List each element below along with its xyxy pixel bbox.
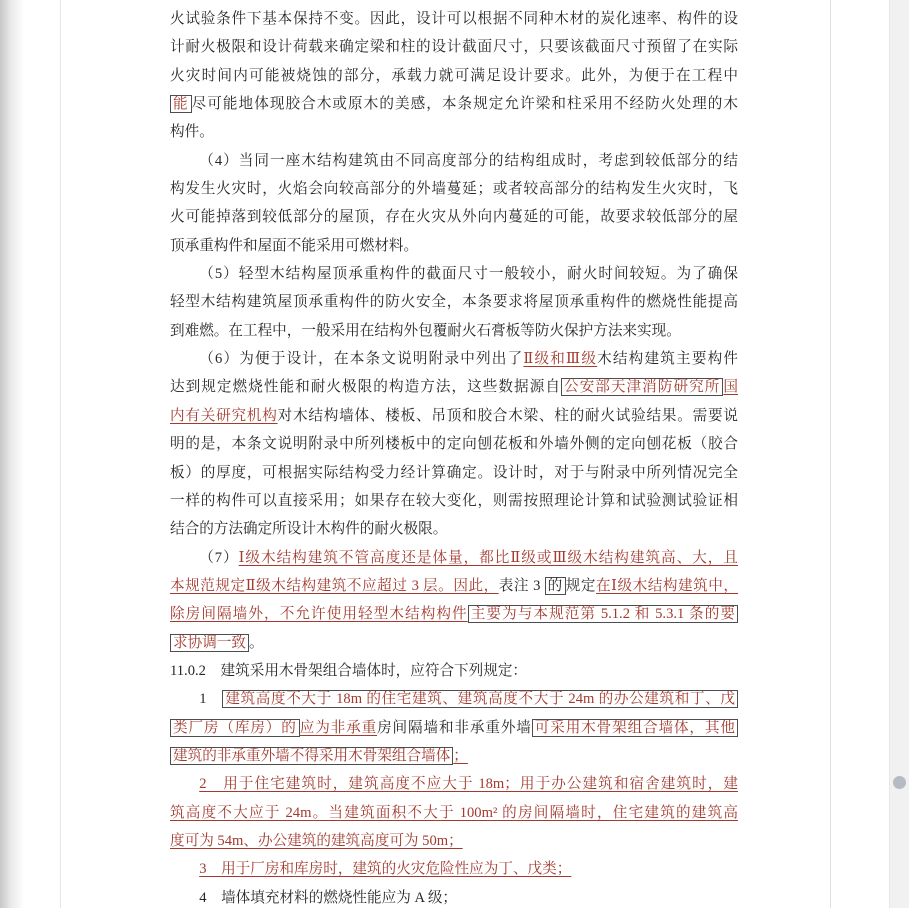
text-run: 构发生火灾时，火焰会向较高部分的外墙蔓延；或者较高部分的结构发生火灾时，飞 [170, 181, 738, 198]
inserted-text: 在Ⅰ级木结构建筑中， [596, 577, 738, 594]
text-run: 房间隔墙和非承重外墙 [377, 719, 532, 736]
text-line [170, 62, 738, 90]
inserted-text: 国 [723, 379, 738, 396]
text-run: （5）轻型木结构屋顶承重构件的截面尺寸一般较小，耐火时间较短。为了确保 [199, 266, 738, 283]
boxed-revision-text: 可采用木骨架组合墙体，其他 [532, 719, 738, 737]
text-line [170, 175, 738, 203]
boxed-revision-text: 建筑的非承重外墙不得采用木骨架组合墙体 [170, 747, 453, 765]
text-line [170, 90, 738, 118]
page-right-edge [830, 0, 831, 908]
text-line [170, 515, 738, 543]
text-line [170, 685, 738, 713]
inserted-text: 度可为 54m、办公建筑的建筑高度可为 50m； [170, 832, 463, 849]
boxed-revision-text: 公安部天津消防研究所 [561, 378, 723, 396]
text-run: 。 [248, 634, 264, 651]
text-run: 板）的厚度，可根据实际结构受力经计算确定。设计时，对于与附录中所列情况完全 [170, 464, 738, 481]
text-line [170, 118, 738, 146]
page-left-edge [60, 0, 61, 908]
document-lines [170, 5, 738, 912]
text-line [170, 5, 738, 33]
boxed-revision-text: 建筑高度不大于 18m 的住宅建筑、建筑高度不大于 24m 的办公建筑和丁、戊 [222, 690, 738, 708]
text-run: 顶承重构件和屋面不能采用可燃材料。 [170, 237, 419, 254]
text-line [170, 487, 738, 515]
text-run: 11.0.2 建筑采用木骨架组合墙体时，应符合下列规定： [170, 662, 528, 679]
text-line [170, 600, 738, 628]
text-line [170, 147, 738, 175]
text-line [170, 855, 738, 883]
text-line [170, 827, 738, 855]
boxed-revision-text: 求协调一致 [170, 634, 249, 652]
text-line [170, 288, 738, 316]
text-run: 对木结构墙体、楼板、吊顶和胶合木梁、柱的耐火试验结果。需要说 [277, 407, 738, 424]
text-run: 明的是，本条文说明附录中所列楼板中的定向刨花板和外墙外侧的定向刨花板（胶合 [170, 436, 738, 453]
boxed-revision-text: 类厂房（库房）的 [170, 719, 300, 737]
text-line [170, 770, 738, 798]
inserted-text: 本规范规定Ⅱ级木结构建筑不应超过 3 层。因此， [170, 577, 499, 594]
inserted-text: 内有关研究机构 [170, 407, 278, 424]
text-line [170, 232, 738, 260]
text-line [170, 402, 738, 430]
text-line [170, 33, 738, 61]
inserted-text: Ⅱ级和Ⅲ级 [523, 351, 598, 368]
boxed-revision-text: 的 [545, 577, 566, 595]
scrollbar-track[interactable] [889, 0, 909, 908]
inserted-text: 应为非承重 [299, 719, 378, 736]
text-line [170, 742, 738, 770]
boxed-revision-text: 能 [170, 95, 192, 113]
text-run: （7） [199, 549, 239, 566]
inserted-text: 除房间隔墙外，不允许使用轻型木结构构件 [170, 606, 468, 623]
page-left-shadow [0, 0, 24, 908]
text-run: 构件。 [170, 124, 214, 141]
text-run: 规定 [565, 577, 597, 594]
text-run: （4）当同一座木结构建筑由不同高度部分的结构组成时，考虑到较低部分的结 [199, 152, 738, 169]
text-line [170, 572, 738, 600]
text-run: 火试验条件下基本保持不变。因此，设计可以根据不同种木材的炭化速率、构件的设 [170, 11, 738, 27]
inserted-text: Ⅰ级木结构建筑不管高度还是体量，都比Ⅱ级或Ⅲ级木结构建筑高、大，且 [238, 549, 738, 566]
boxed-revision-text: 主要为与本规范第 5.1.2 和 5.3.1 条的要 [468, 605, 738, 623]
inserted-text: 筑高度不大应于 24m。当建筑面积不大于 100m² 的房间隔墙时，住宅建筑的建筑高 [170, 804, 738, 821]
text-run: 表注 3 [498, 577, 545, 594]
text-run: 1 [199, 691, 223, 708]
inserted-text: ； [453, 747, 468, 764]
text-line [170, 430, 738, 458]
text-line [170, 714, 738, 742]
text-run: 结合的方法确定所设计木构件的耐火极限。 [170, 521, 448, 538]
inserted-text: 2 用于住宅建筑时，建筑高度不应大于 18m；用于办公建筑和宿舍建筑时，建 [199, 776, 738, 793]
text-line [170, 260, 738, 288]
scroll-indicator-dot[interactable] [893, 776, 906, 789]
text-run: （6）为便于设计，在本条文说明附录中列出了 [199, 351, 524, 368]
text-line [170, 317, 738, 345]
text-run: 木结构建筑主要构件 [597, 351, 738, 368]
text-line [170, 657, 738, 685]
text-run: 一样的构件可以直接采用；如果存在较大变化，则需按照理论计算和试验测试验证相 [170, 492, 738, 509]
text-line [170, 459, 738, 487]
text-run: 达到规定燃烧性能和耐火极限的构造方法，这些数据源自 [170, 379, 561, 396]
text-run: 火可能掉落到较低部分的屋顶，存在火灾从外向内蔓延的可能，故要求较低部分的屋 [170, 209, 738, 226]
text-line [170, 629, 738, 657]
text-line [170, 203, 738, 231]
text-line [170, 799, 738, 827]
text-run: 计耐火极限和设计荷载来确定梁和柱的设计截面尺寸，只要该截面尺寸预留了在实际 [170, 39, 738, 56]
text-run: 火灾时间内可能被烧蚀的部分，承载力就可满足设计要求。此外，为便于在工程中 [170, 67, 738, 84]
inserted-text: 3 用于厂房和库房时，建筑的火灾危险性应为丁、戊类； [199, 861, 572, 878]
text-run: 尽可能地体现胶合木或原木的美感，本条规定允许梁和柱采用不经防火处理的木 [191, 96, 738, 113]
text-line [170, 373, 738, 401]
text-run: 4 墙体填充材料的燃烧性能应为 A 级； [199, 889, 458, 906]
text-run: 轻型木结构建筑屋顶承重构件的防火安全，本条要求将屋顶承重构件的燃烧性能提高 [170, 294, 738, 311]
text-line [170, 345, 738, 373]
text-run: 到难燃。在工程中，一般采用在结构外包覆耐火石膏板等防火保护方法来实现。 [170, 322, 681, 339]
text-line [170, 544, 738, 572]
